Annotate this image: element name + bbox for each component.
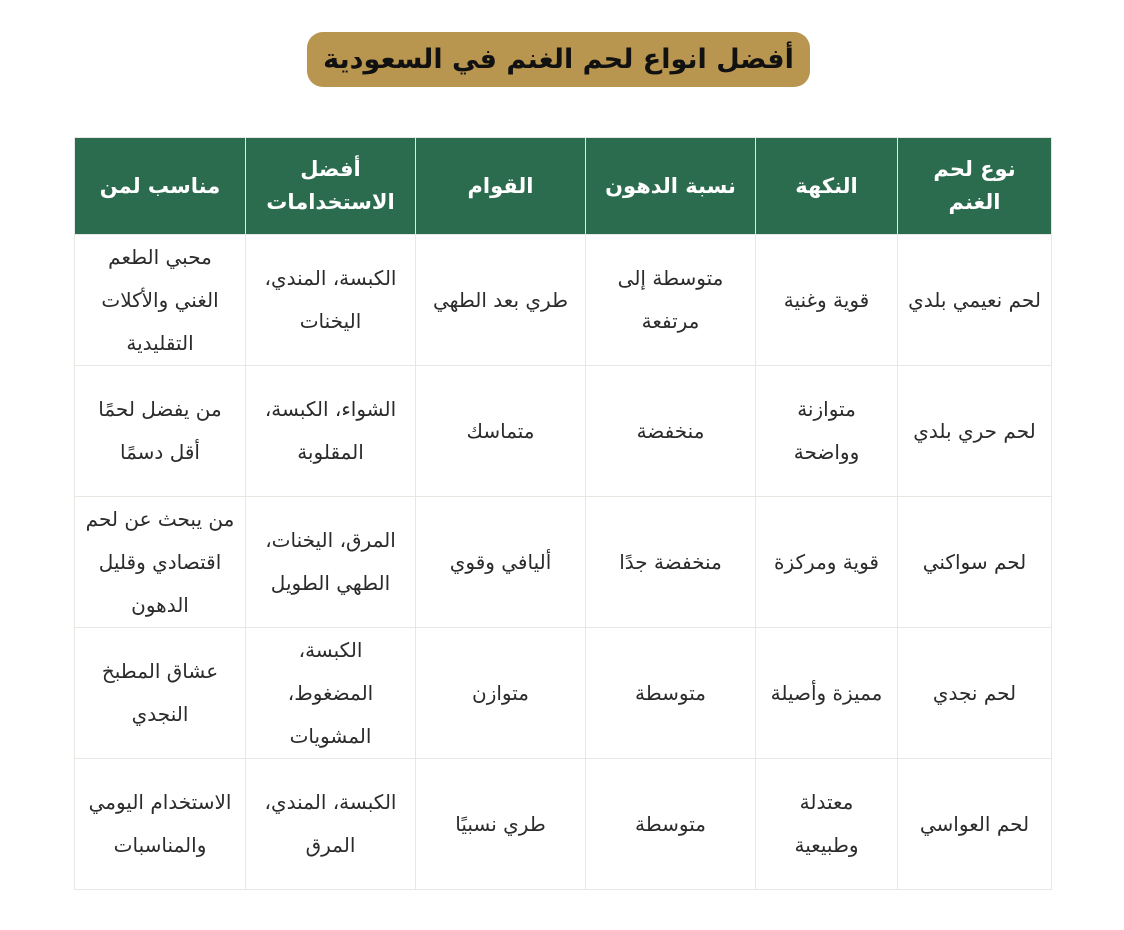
header-meat-type: نوع لحم الغنم: [898, 138, 1052, 235]
cell-fat-ratio: متوسطة: [586, 628, 756, 759]
cell-flavor: قوية وغنية: [756, 235, 898, 366]
cell-best-uses: الشواء، الكبسة، المقلوبة: [246, 366, 416, 497]
cell-fat-ratio: متوسطة إلى مرتفعة: [586, 235, 756, 366]
cell-fat-ratio: منخفضة: [586, 366, 756, 497]
cell-fat-ratio: متوسطة: [586, 759, 756, 890]
cell-fat-ratio: منخفضة جدًا: [586, 497, 756, 628]
cell-meat-type: لحم العواسي: [898, 759, 1052, 890]
title-banner: [307, 32, 810, 87]
cell-flavor: مميزة وأصيلة: [756, 628, 898, 759]
cell-suitable-for: عشاق المطبخ النجدي: [75, 628, 246, 759]
cell-suitable-for: من يفضل لحمًا أقل دسمًا: [75, 366, 246, 497]
cell-texture: طري نسبيًا: [416, 759, 586, 890]
cell-texture: متوازن: [416, 628, 586, 759]
cell-flavor: قوية ومركزة: [756, 497, 898, 628]
table-row: [75, 497, 1052, 628]
cell-suitable-for: محبي الطعم الغني والأكلات التقليدية: [75, 235, 246, 366]
cell-best-uses: الكبسة، المندي، اليخنات: [246, 235, 416, 366]
header-best-uses: أفضل الاستخدامات: [246, 138, 416, 235]
table-row: [75, 628, 1052, 759]
cell-texture: متماسك: [416, 366, 586, 497]
cell-meat-type: لحم سواكني: [898, 497, 1052, 628]
cell-texture: أليافي وقوي: [416, 497, 586, 628]
comparison-table-container: [74, 137, 1051, 890]
cell-best-uses: الكبسة، المندي، المرق: [246, 759, 416, 890]
cell-meat-type: لحم نعيمي بلدي: [898, 235, 1052, 366]
cell-best-uses: المرق، اليخنات، الطهي الطويل: [246, 497, 416, 628]
cell-best-uses: الكبسة، المضغوط، المشويات: [246, 628, 416, 759]
cell-flavor: معتدلة وطبيعية: [756, 759, 898, 890]
cell-meat-type: لحم حري بلدي: [898, 366, 1052, 497]
cell-texture: طري بعد الطهي: [416, 235, 586, 366]
header-fat-ratio: نسبة الدهون: [586, 138, 756, 235]
cell-flavor: متوازنة وواضحة: [756, 366, 898, 497]
header-flavor: النكهة: [756, 138, 898, 235]
table-row: [75, 366, 1052, 497]
table-row: [75, 759, 1052, 890]
header-suitable-for: مناسب لمن: [75, 138, 246, 235]
cell-suitable-for: من يبحث عن لحم اقتصادي وقليل الدهون: [75, 497, 246, 628]
cell-meat-type: لحم نجدي: [898, 628, 1052, 759]
page-title: أفضل انواع لحم الغنم في السعودية: [323, 44, 794, 75]
header-texture: القوام: [416, 138, 586, 235]
cell-suitable-for: الاستخدام اليومي والمناسبات: [75, 759, 246, 890]
comparison-table: [74, 137, 1052, 890]
table-row: [75, 235, 1052, 366]
table-header-row: [75, 138, 1052, 235]
